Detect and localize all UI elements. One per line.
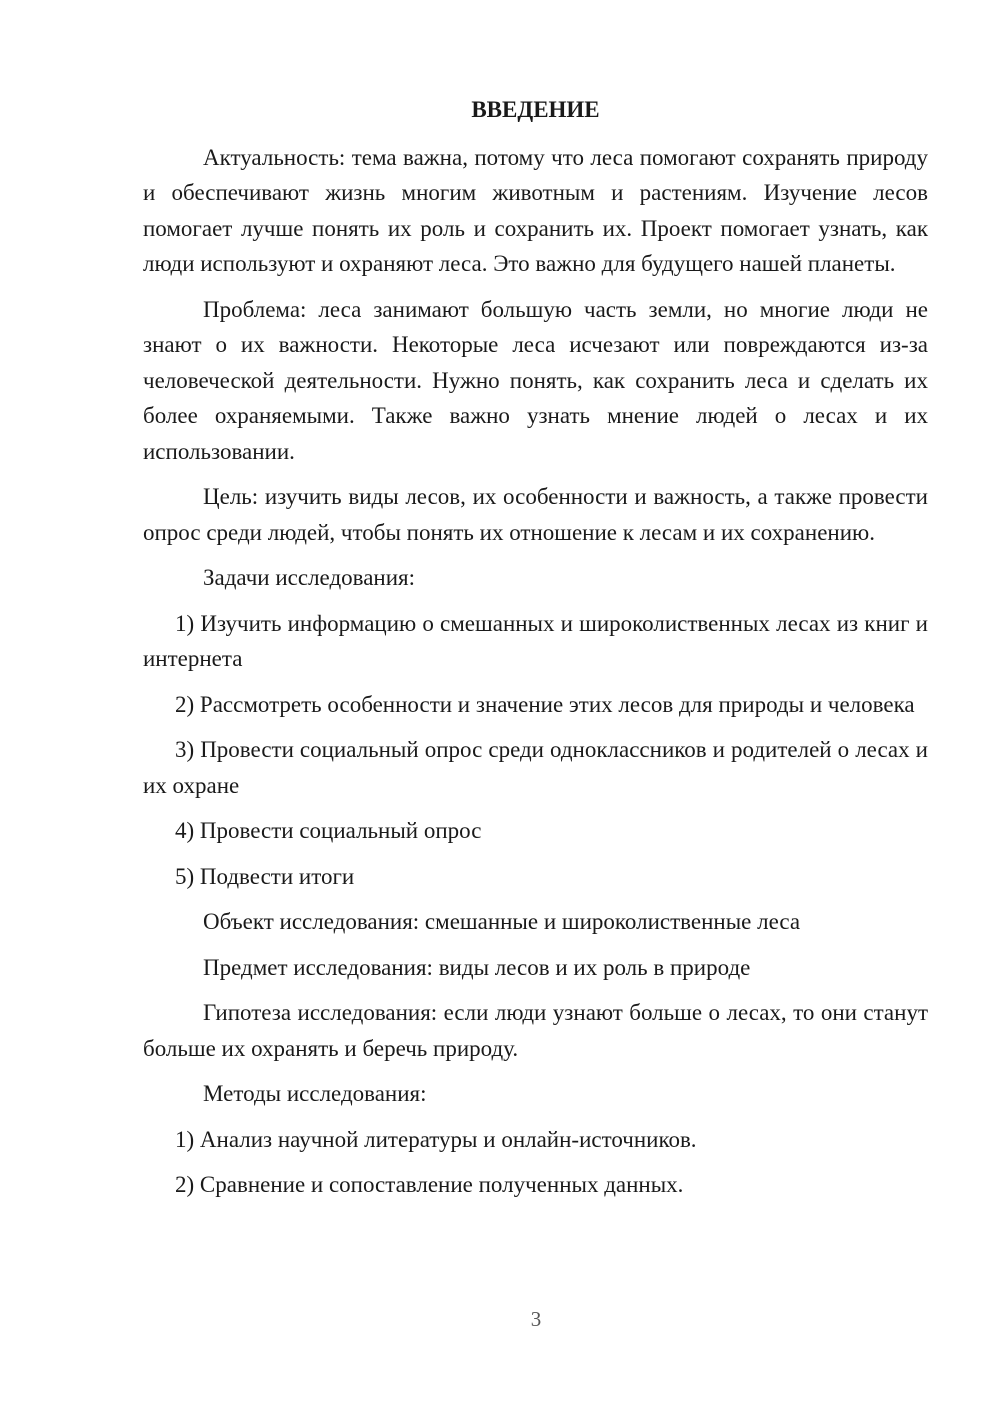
problem-paragraph: Проблема: леса занимают большую часть земли, но многие люди не знают о их важности. Некоторые леса исчезают или повреждаются из-за человеческой деятельности. Нужно понять, как сохранить леса и сделать их более охраняемыми. Также важно узнать мнение людей о лесах и их использовании. — [143, 296, 928, 464]
method-item: 1) Анализ научной литературы и онлайн-источников. — [175, 1126, 697, 1152]
section-title: ВВЕДЕНИЕ — [471, 97, 600, 122]
relevance-paragraph: Актуальность: тема важна, потому что леса помогают сохранять природу и обеспечивают жизнь многим животным и растениям. Изучение лесов помогает лучше понять их роль и сохранить их. Проект помогает узнать, как люди используют и охраняют леса. Это важно для будущего нашей планеты. — [143, 144, 928, 276]
page-content — [143, 92, 928, 1213]
subject-paragraph: Предмет исследования: виды лесов и их роль в природе — [203, 954, 751, 980]
task-item: 1) Изучить информацию о смешанных и широколиственных лесах из книг и интернета — [143, 610, 928, 671]
task-item: 4) Провести социальный опрос — [175, 818, 482, 843]
method-item: 2) Сравнение и сопоставление полученных данных. — [175, 1172, 684, 1197]
goal-paragraph: Цель: изучить виды лесов, их особенности и важность, а также провести опрос среди людей, чтобы понять их отношение к лесам и их сохранению. — [143, 484, 928, 545]
methods-heading: Методы исследования: — [203, 1081, 427, 1106]
task-item: 3) Провести социальный опрос среди одноклассников и родителей о лесах и их охране — [143, 737, 928, 798]
object-paragraph: Объект исследования: смешанные и широколиственные леса — [203, 909, 801, 934]
hypothesis-paragraph: Гипотеза исследования: если люди узнают больше о лесах, то они станут больше их охранять и беречь природу. — [143, 1000, 928, 1061]
task-item: 5) Подвести итоги — [175, 863, 355, 889]
task-item: 2) Рассмотреть особенности и значение этих лесов для природы и человека — [175, 691, 915, 717]
page-number: 3 — [530, 1307, 542, 1331]
tasks-heading: Задачи исследования: — [203, 565, 416, 590]
